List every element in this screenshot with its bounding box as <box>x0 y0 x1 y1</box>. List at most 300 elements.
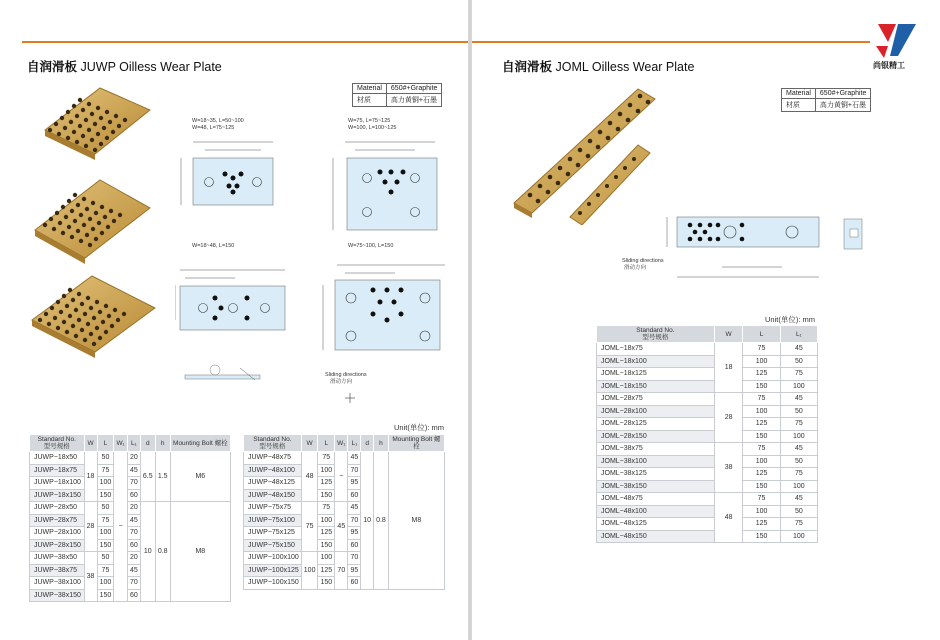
graphite-plug <box>99 116 103 120</box>
table-row <box>597 418 818 431</box>
graphite-plug <box>389 190 394 195</box>
graphite-plug <box>109 209 113 213</box>
cell-l: 75 <box>743 493 780 506</box>
graphite-plug <box>98 336 102 340</box>
technical-drawings-left <box>175 130 465 410</box>
cell-standard-no: JUWP−48x150 <box>244 489 302 502</box>
table-row <box>597 505 818 518</box>
graphite-plug <box>371 288 376 293</box>
cell-standard-no: JOML−48x125 <box>597 518 715 531</box>
column-header: W <box>84 435 97 452</box>
cell-l1: 45 <box>780 443 817 456</box>
graphite-plug <box>239 172 244 177</box>
product-photos-left <box>30 80 170 390</box>
cell-l: 100 <box>97 577 114 590</box>
graphite-plug <box>93 122 97 126</box>
cell-l: 75 <box>97 514 114 527</box>
cell-l1: 60 <box>348 577 361 590</box>
table-row <box>597 443 818 456</box>
graphite-plug <box>62 294 66 298</box>
cell-l: 100 <box>97 477 114 490</box>
graphite-plug <box>688 237 693 242</box>
cell-bolt: M8 <box>170 502 230 602</box>
cell-l1: 100 <box>780 430 817 443</box>
graphite-plug <box>78 124 82 128</box>
cell-l: 100 <box>743 505 780 518</box>
cell-l1: 60 <box>348 489 361 502</box>
column-header: h <box>155 435 170 452</box>
graphite-plug <box>628 103 633 108</box>
cell-standard-no: JUWP−100x125 <box>244 564 302 577</box>
cell-l1: 70 <box>127 477 140 490</box>
graphite-plug <box>566 172 571 177</box>
graphite-plug <box>67 225 71 229</box>
graphite-plug <box>608 121 613 126</box>
graphite-plug <box>79 213 83 217</box>
left-page <box>0 0 468 640</box>
cell-standard-no: JUWP−48x75 <box>244 452 302 465</box>
graphite-plug <box>78 98 82 102</box>
graphite-plug <box>47 322 51 326</box>
graphite-plug <box>92 316 96 320</box>
graphite-plug <box>89 332 93 336</box>
graphite-plug <box>92 342 96 346</box>
graphite-plug <box>72 104 76 108</box>
graphite-plug <box>88 217 92 221</box>
cell-l: 100 <box>318 464 335 477</box>
graphite-plug <box>638 94 643 99</box>
table-row <box>597 355 818 368</box>
graphite-plug <box>716 223 721 228</box>
cell-w: 28 <box>84 502 97 552</box>
table-row <box>597 430 818 443</box>
cell-standard-no: JOML−48x150 <box>597 530 715 543</box>
column-header: W <box>301 435 318 452</box>
graphite-plug <box>105 136 109 140</box>
cell-l1: 100 <box>780 480 817 493</box>
side-view-left <box>185 365 260 380</box>
graphite-plug <box>110 324 114 328</box>
graphite-plug <box>75 114 79 118</box>
cell-l: 125 <box>318 477 335 490</box>
graphite-plug <box>104 330 108 334</box>
cell-standard-no: JUWP−28x75 <box>30 514 85 527</box>
graphite-plug <box>568 157 573 162</box>
cell-h: 0.8 <box>155 502 170 602</box>
dim-note-2: W=75, L=75~125 <box>348 118 391 124</box>
column-header: W₁ <box>335 435 348 452</box>
cell-standard-no: JUWP−100x100 <box>244 552 302 565</box>
cell-w: 28 <box>714 393 743 443</box>
graphite-plug <box>87 128 91 132</box>
plate-photo-2 <box>35 180 150 264</box>
graphite-plug <box>703 230 708 235</box>
graphite-plug <box>66 136 70 140</box>
graphite-plug <box>93 148 97 152</box>
graphite-plug <box>536 199 541 204</box>
table-row <box>30 452 231 465</box>
cell-l1: 50 <box>780 505 817 518</box>
graphite-plug <box>91 227 95 231</box>
graphite-plug <box>90 112 94 116</box>
cell-standard-no: JUWP−75x125 <box>244 527 302 540</box>
graphite-plug <box>605 184 609 188</box>
graphite-plug <box>578 148 583 153</box>
graphite-plug <box>82 197 86 201</box>
cell-l1: 60 <box>127 539 140 552</box>
graphite-plug <box>111 130 115 134</box>
graphite-plug <box>245 316 250 321</box>
cell-standard-no: JOML−48x100 <box>597 505 715 518</box>
graphite-plug <box>231 190 236 195</box>
graphite-plug <box>528 193 533 198</box>
cell-l1: 60 <box>348 539 361 552</box>
cell-l1: 75 <box>780 418 817 431</box>
column-header: L₁ <box>127 435 140 452</box>
cell-standard-no: JOML−28x150 <box>597 430 715 443</box>
cell-l1: 70 <box>348 464 361 477</box>
column-header: Standard No. 型号规格 <box>30 435 85 452</box>
cell-l: 150 <box>743 480 780 493</box>
graphite-plug <box>79 239 83 243</box>
graphite-plug <box>395 180 400 185</box>
cell-standard-no: JUWP−18x150 <box>30 489 85 502</box>
cell-l1: 95 <box>348 527 361 540</box>
graphite-plug <box>231 176 236 181</box>
column-header: L₁ <box>780 326 817 343</box>
graphite-plug <box>76 229 80 233</box>
graphite-plug <box>106 225 110 229</box>
cell-standard-no: JUWP−48x125 <box>244 477 302 490</box>
graphite-plug <box>84 144 88 148</box>
cell-l: 100 <box>743 355 780 368</box>
cell-l: 75 <box>743 343 780 356</box>
cell-standard-no: JOML−38x75 <box>597 443 715 456</box>
column-header: L₁ <box>348 435 361 452</box>
graphite-plug <box>81 134 85 138</box>
material-table: Material 650#+Graphite 材质 高力黄铜+石墨 <box>352 83 442 107</box>
graphite-plug <box>71 324 75 328</box>
cell-standard-no: JUWP−18x100 <box>30 477 85 490</box>
dim-note-2b: W=100, L=100~125 <box>348 125 397 131</box>
cell-l1: 60 <box>127 589 140 602</box>
cell-h: 0.8 <box>374 452 389 590</box>
header-rule-right <box>472 41 870 43</box>
table-row <box>597 480 818 493</box>
dim-note-3: W=18~48, L=150 <box>192 243 235 249</box>
graphite-plug <box>74 308 78 312</box>
graphite-plug <box>105 110 109 114</box>
cell-h: 1.5 <box>155 452 170 502</box>
cell-l: 125 <box>318 527 335 540</box>
sliding-label-left: Sliding directions <box>325 372 367 378</box>
column-header: d <box>140 435 155 452</box>
cell-w: 75 <box>301 502 318 552</box>
graphite-plug <box>546 190 551 195</box>
graphite-plug <box>58 221 62 225</box>
graphite-plug <box>70 209 74 213</box>
cell-l: 50 <box>97 552 114 565</box>
brand-name: 尚银精工 <box>873 61 905 70</box>
graphite-plug <box>623 166 627 170</box>
graphite-plug <box>54 122 58 126</box>
graphite-plug <box>61 231 65 235</box>
graphite-plug <box>213 316 218 321</box>
cell-w1: 70 <box>335 552 348 590</box>
graphite-plug <box>65 330 69 334</box>
page-title-left: 自润滑板 JUWP Oilless Wear Plate <box>27 60 222 74</box>
table-row <box>597 530 818 543</box>
table-row <box>597 405 818 418</box>
table-row <box>597 343 818 356</box>
cell-l: 75 <box>318 502 335 515</box>
table-row <box>597 393 818 406</box>
cell-l: 75 <box>743 443 780 456</box>
column-header: L <box>318 435 335 452</box>
cell-l1: 20 <box>127 452 140 465</box>
graphite-plug <box>66 110 70 114</box>
graphite-plug <box>95 300 99 304</box>
graphite-plug <box>587 202 591 206</box>
graphite-plug <box>740 237 745 242</box>
cell-w: 48 <box>301 452 318 502</box>
cell-l1: 50 <box>780 405 817 418</box>
header-rule <box>22 41 468 43</box>
graphite-plug <box>223 172 228 177</box>
graphite-plug <box>50 306 54 310</box>
graphite-plug <box>716 237 721 242</box>
graphite-plug <box>77 292 81 296</box>
cell-l: 75 <box>743 393 780 406</box>
cell-l1: 95 <box>348 477 361 490</box>
graphite-plug <box>91 201 95 205</box>
cell-w: 48 <box>714 493 743 543</box>
cell-l: 125 <box>743 468 780 481</box>
graphite-plug <box>371 312 376 317</box>
table-row <box>597 493 818 506</box>
cell-standard-no: JOML−48x75 <box>597 493 715 506</box>
graphite-plug <box>556 181 561 186</box>
cell-l: 150 <box>97 589 114 602</box>
graphite-plug <box>708 223 713 228</box>
cell-standard-no: JUWP−75x150 <box>244 539 302 552</box>
material-table-right: Material 650#+Graphite 材质 高力黄铜+石墨 <box>781 88 871 112</box>
graphite-plug <box>698 237 703 242</box>
column-header: L <box>97 435 114 452</box>
graphite-plug <box>117 124 121 128</box>
cell-l: 125 <box>743 368 780 381</box>
cell-l1: 75 <box>780 468 817 481</box>
cell-w: 18 <box>84 452 97 502</box>
graphite-plug <box>64 215 68 219</box>
cell-l1: 45 <box>780 343 817 356</box>
cell-l: 50 <box>97 502 114 515</box>
graphite-plug <box>219 306 224 311</box>
graphite-plug <box>538 184 543 189</box>
graphite-plug <box>48 128 52 132</box>
graphite-plug <box>86 296 90 300</box>
spec-table-juwp-2 <box>243 434 445 590</box>
graphite-plug <box>392 300 397 305</box>
cell-w1: − <box>114 452 127 602</box>
graphite-plug <box>67 199 71 203</box>
graphite-plug <box>83 338 87 342</box>
graphite-plug <box>245 296 250 301</box>
graphite-plug <box>75 140 79 144</box>
graphite-plug <box>94 211 98 215</box>
graphite-plug <box>646 100 651 105</box>
cell-l1: 100 <box>780 530 817 543</box>
cell-standard-no: JUWP−28x50 <box>30 502 85 515</box>
cell-standard-no: JOML−28x100 <box>597 405 715 418</box>
cell-standard-no: JUWP−100x150 <box>244 577 302 590</box>
graphite-plug <box>103 215 107 219</box>
cell-l: 150 <box>743 530 780 543</box>
table-row <box>597 455 818 468</box>
graphite-plug <box>616 127 621 132</box>
graphite-plug <box>596 193 600 197</box>
column-header: Standard No. 型号规格 <box>244 435 302 452</box>
graphite-plug <box>98 310 102 314</box>
cell-l: 50 <box>97 452 114 465</box>
graphite-plug <box>708 237 713 242</box>
graphite-plug <box>588 139 593 144</box>
graphite-plug <box>104 304 108 308</box>
column-header: Mounting Bolt 螺栓 <box>388 435 444 452</box>
graphite-plug <box>43 223 47 227</box>
cell-standard-no: JOML−18x75 <box>597 343 715 356</box>
graphite-plug <box>70 235 74 239</box>
graphite-plug <box>59 310 63 314</box>
cell-standard-no: JUWP−75x100 <box>244 514 302 527</box>
cell-standard-no: JUWP−28x100 <box>30 527 85 540</box>
cell-l: 100 <box>743 455 780 468</box>
cell-l: 125 <box>318 564 335 577</box>
cell-l1: 50 <box>780 455 817 468</box>
graphite-plug <box>116 318 120 322</box>
cell-l1: 20 <box>127 502 140 515</box>
graphite-plug <box>89 306 93 310</box>
cell-l: 75 <box>97 464 114 477</box>
graphite-plug <box>389 170 394 175</box>
cell-d: 10 <box>361 452 374 590</box>
cell-standard-no: JOML−18x150 <box>597 380 715 393</box>
cell-l: 150 <box>318 539 335 552</box>
cell-l1: 45 <box>780 393 817 406</box>
cell-l: 75 <box>318 452 335 465</box>
cell-l: 125 <box>743 518 780 531</box>
cell-w: 18 <box>714 343 743 393</box>
graphite-plug <box>383 180 388 185</box>
cell-standard-no: JUWP−75x75 <box>244 502 302 515</box>
graphite-plug <box>740 223 745 228</box>
sliding-label-left-cn: 滑动方向 <box>330 379 353 385</box>
plate-photo-1 <box>45 88 150 160</box>
spec-table-joml <box>596 325 818 543</box>
column-header: Mounting Bolt 螺栓 <box>170 435 230 452</box>
column-header: L <box>743 326 780 343</box>
graphite-plug <box>44 312 48 316</box>
graphite-plug <box>76 203 80 207</box>
graphite-plug <box>83 312 87 316</box>
graphite-plug <box>378 300 383 305</box>
graphite-plug <box>401 170 406 175</box>
graphite-plug <box>626 118 631 123</box>
graphite-plug <box>80 328 84 332</box>
cell-l: 150 <box>743 430 780 443</box>
graphite-plug <box>62 320 66 324</box>
graphite-plug <box>99 142 103 146</box>
cell-l1: 70 <box>348 514 361 527</box>
graphite-plug <box>68 314 72 318</box>
graphite-plug <box>108 120 112 124</box>
cell-standard-no: JOML−38x100 <box>597 455 715 468</box>
cell-standard-no: JOML−38x125 <box>597 468 715 481</box>
graphite-plug <box>56 326 60 330</box>
table-row <box>244 452 445 465</box>
cell-standard-no: JOML−18x125 <box>597 368 715 381</box>
table-row <box>30 502 231 515</box>
table-row <box>597 518 818 531</box>
cell-standard-no: JUWP−18x75 <box>30 464 85 477</box>
cell-l: 150 <box>97 489 114 502</box>
graphite-plug <box>123 118 127 122</box>
cell-w1: 45 <box>335 502 348 552</box>
graphite-plug <box>213 296 218 301</box>
graphite-plug <box>85 233 89 237</box>
graphite-plug <box>61 205 65 209</box>
spec-table-juwp-1 <box>29 434 231 602</box>
table-row <box>597 368 818 381</box>
cell-l1: 60 <box>127 489 140 502</box>
graphite-plug <box>698 223 703 228</box>
unit-label-right: Unit(单位): mm <box>765 315 815 324</box>
graphite-plug <box>578 211 582 215</box>
cell-d: 6.5 <box>140 452 155 502</box>
graphite-plug <box>88 243 92 247</box>
graphite-plug <box>227 184 232 189</box>
graphite-plug <box>399 312 404 317</box>
graphite-plug <box>53 316 57 320</box>
cell-w: 38 <box>84 552 97 602</box>
graphite-plug <box>77 318 81 322</box>
cell-standard-no: JUWP−38x150 <box>30 589 85 602</box>
cell-standard-no: JOML−38x150 <box>597 480 715 493</box>
dim-note-4: W=75~100, L=150 <box>348 243 394 249</box>
cell-l1: 45 <box>127 514 140 527</box>
cell-l1: 70 <box>348 552 361 565</box>
graphite-plug <box>65 304 69 308</box>
graphite-plug <box>94 237 98 241</box>
graphite-plug <box>96 106 100 110</box>
graphite-plug <box>102 126 106 130</box>
graphite-plug <box>107 314 111 318</box>
graphite-plug <box>73 193 77 197</box>
graphite-plug <box>596 145 601 150</box>
cell-l1: 75 <box>780 518 817 531</box>
cell-l1: 95 <box>348 564 361 577</box>
graphite-plug <box>68 288 72 292</box>
cell-bolt: M8 <box>388 452 444 590</box>
table-row <box>597 468 818 481</box>
cell-l: 150 <box>318 489 335 502</box>
graphite-plug <box>378 170 383 175</box>
column-header: Standard No. 型号规格 <box>597 326 715 343</box>
graphite-plug <box>96 132 100 136</box>
cell-l1: 70 <box>127 527 140 540</box>
graphite-plug <box>63 126 67 130</box>
cell-standard-no: JOML−28x75 <box>597 393 715 406</box>
